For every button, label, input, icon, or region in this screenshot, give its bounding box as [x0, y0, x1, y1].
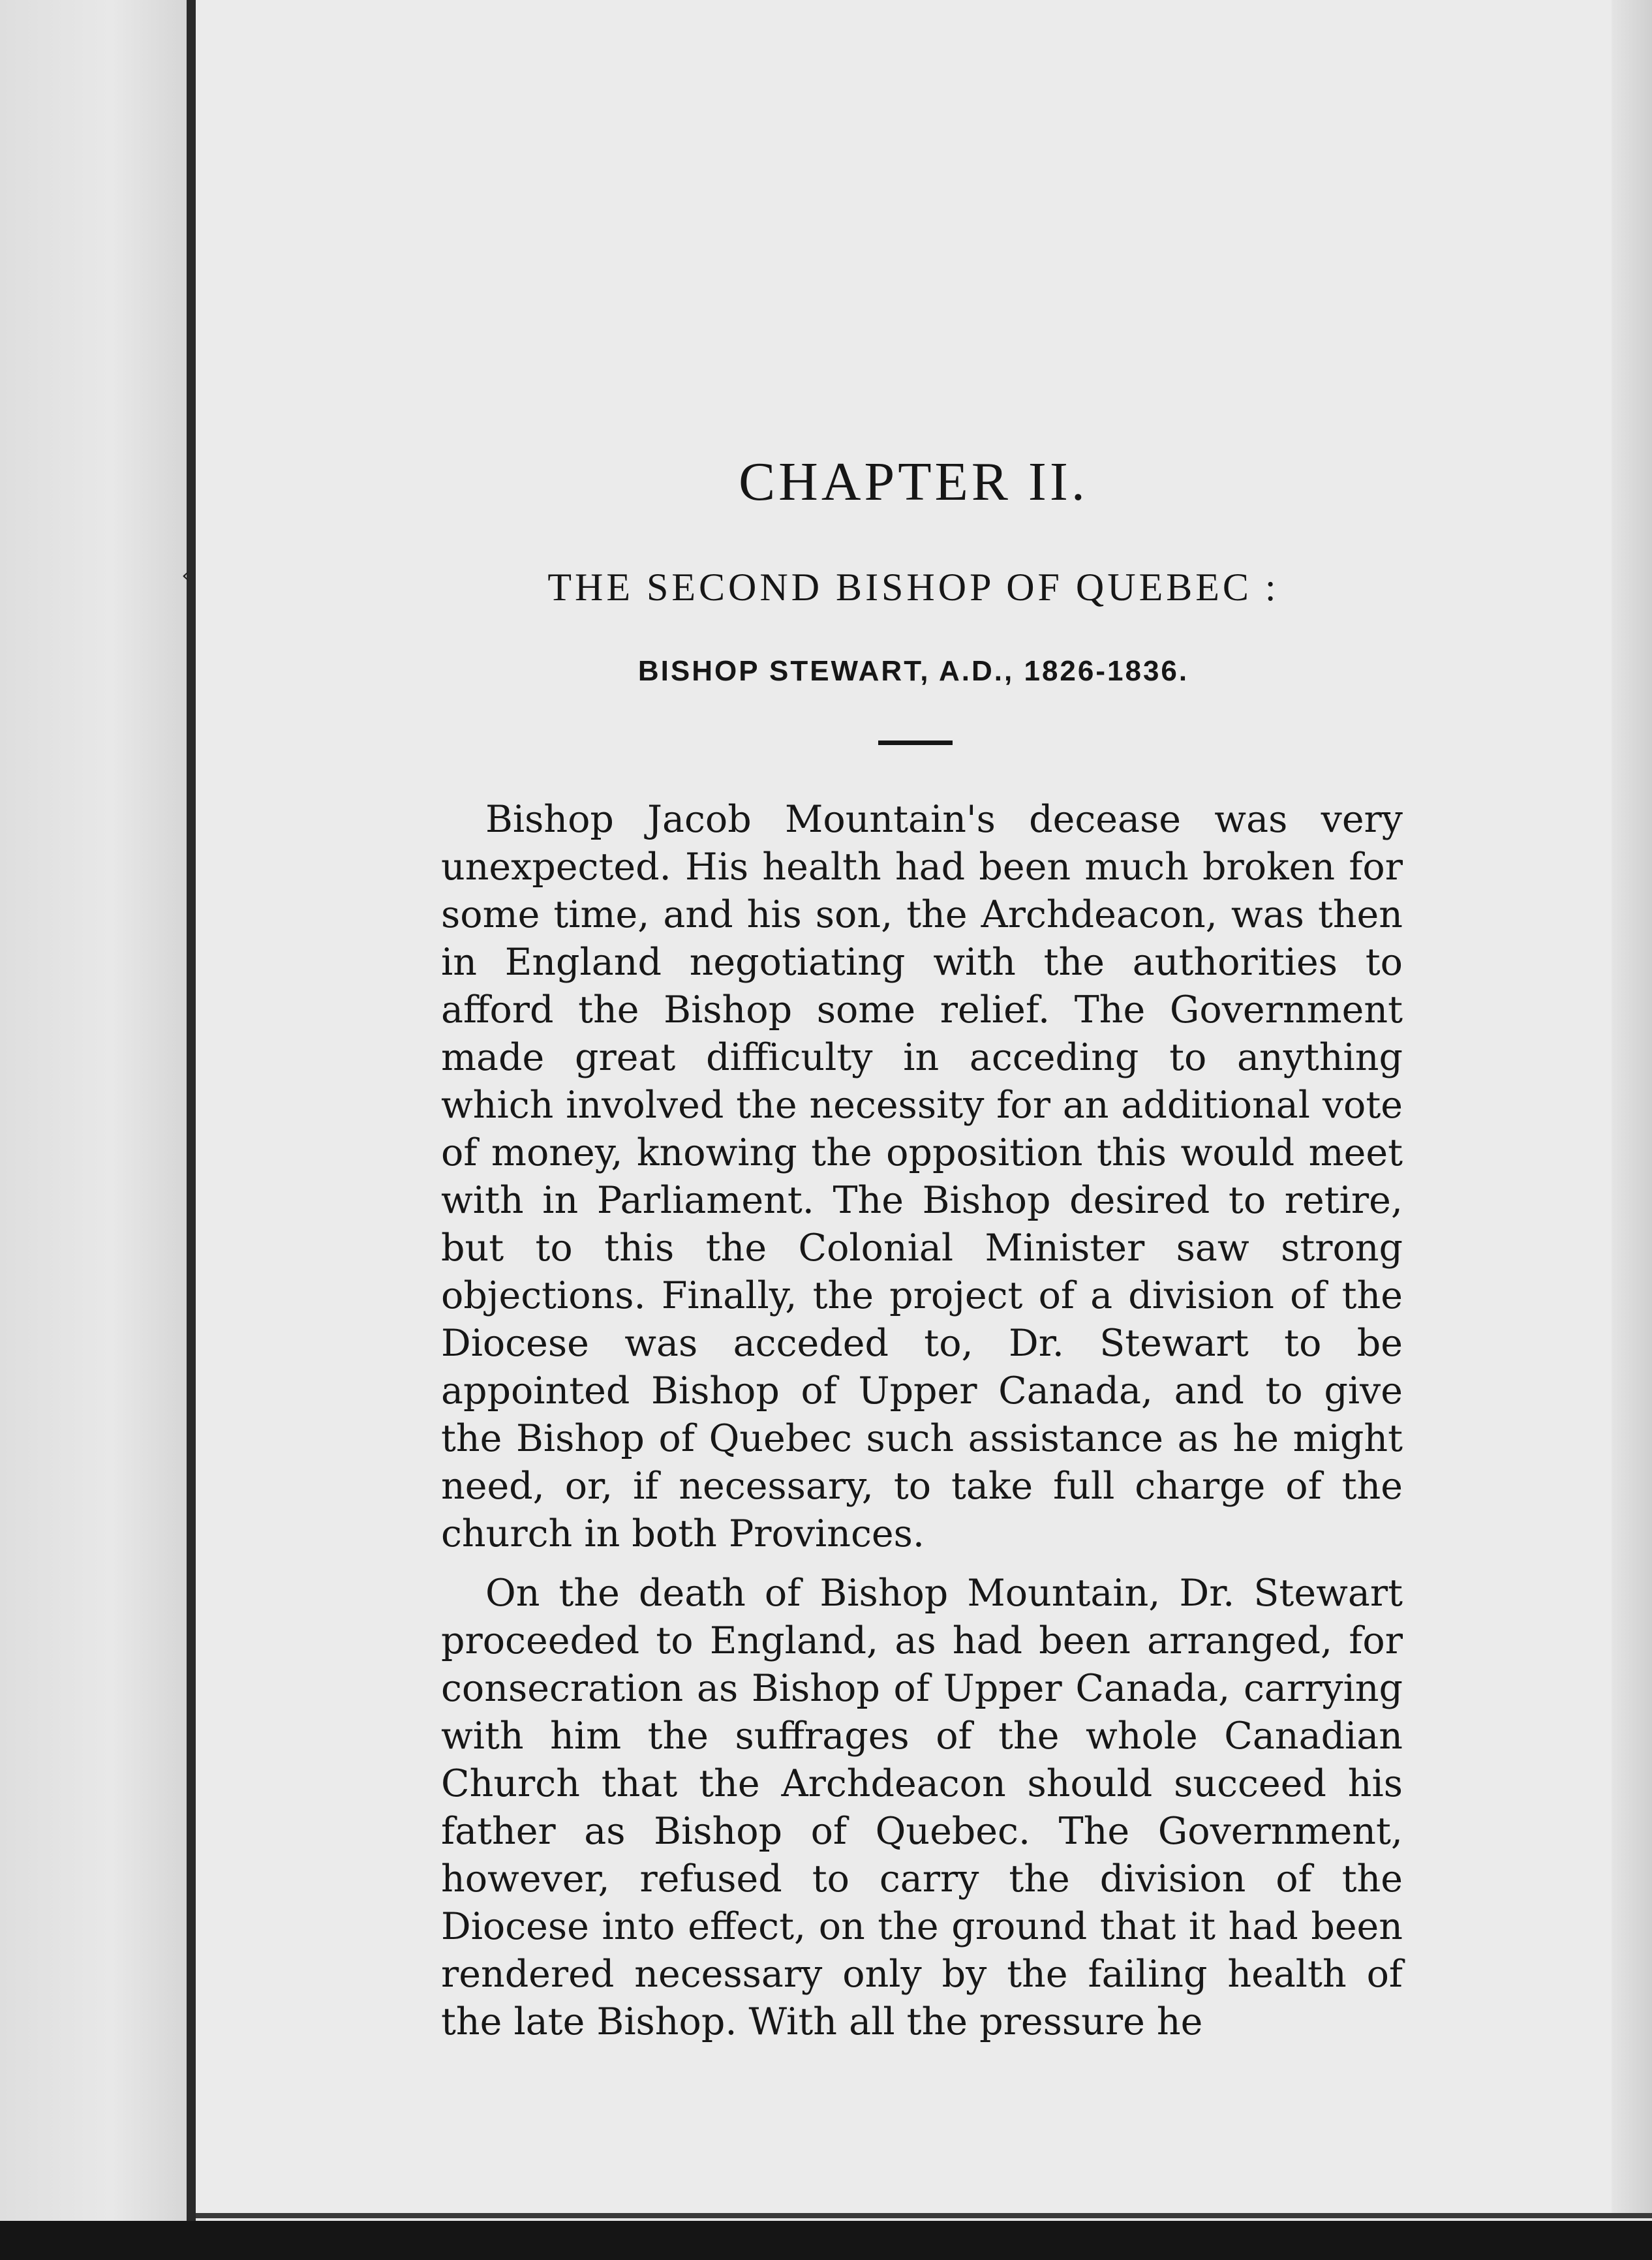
page-bottom-edge — [196, 2213, 1652, 2218]
chapter-heading: CHAPTER II. — [739, 451, 1088, 512]
left-page-edge — [0, 0, 187, 2225]
section-title: THE SECOND BISHOP OF QUEBEC : — [547, 566, 1279, 609]
scanner-bed — [0, 2221, 1652, 2260]
heading-divider — [878, 741, 953, 745]
paragraph: On the death of Bishop Mountain, Dr. Stewart proceeded to England, as had been arranged, for consecration as Bishop of Upper Canada, carrying with him the suffrages of the whole Canadian Church that the Archdeacon should succeed his father as Bishop of Quebec. The Government, however, refused to carry the division of the Diocese into effect, on the ground that it had been rendered necessary only by the failing health of the late Bishop. With all the pressure he — [441, 1572, 1403, 2043]
body-text — [441, 796, 1403, 2058]
section-subtitle: BISHOP STEWART, A.D., 1826-1836. — [637, 655, 1189, 687]
gutter-shadow — [187, 0, 196, 2225]
paragraph: Bishop Jacob Mountain's decease was very unexpected. His health had been much broken for some time, and his son, the Archdeacon, was then in England negotiating with the authorities to afford the Bishop some relief. The Government made great difficulty in acceding to anything which involved the necessity for an additional vote of money, knowing the opposition this would meet with in Parliament. The Bishop desired to retire, but to this the Colonial Minister saw strong objections. Finally, the project of a division of the Diocese was acceded to, Dr. Stewart to be appointed Bishop of Upper Canada, and to give the Bishop of Quebec such assistance as he might need, or, if necessary, to take full charge of the church in both Provinces. — [441, 798, 1403, 1555]
marginal-mark: ‹ — [181, 562, 191, 588]
right-page-edge — [1612, 0, 1652, 2218]
